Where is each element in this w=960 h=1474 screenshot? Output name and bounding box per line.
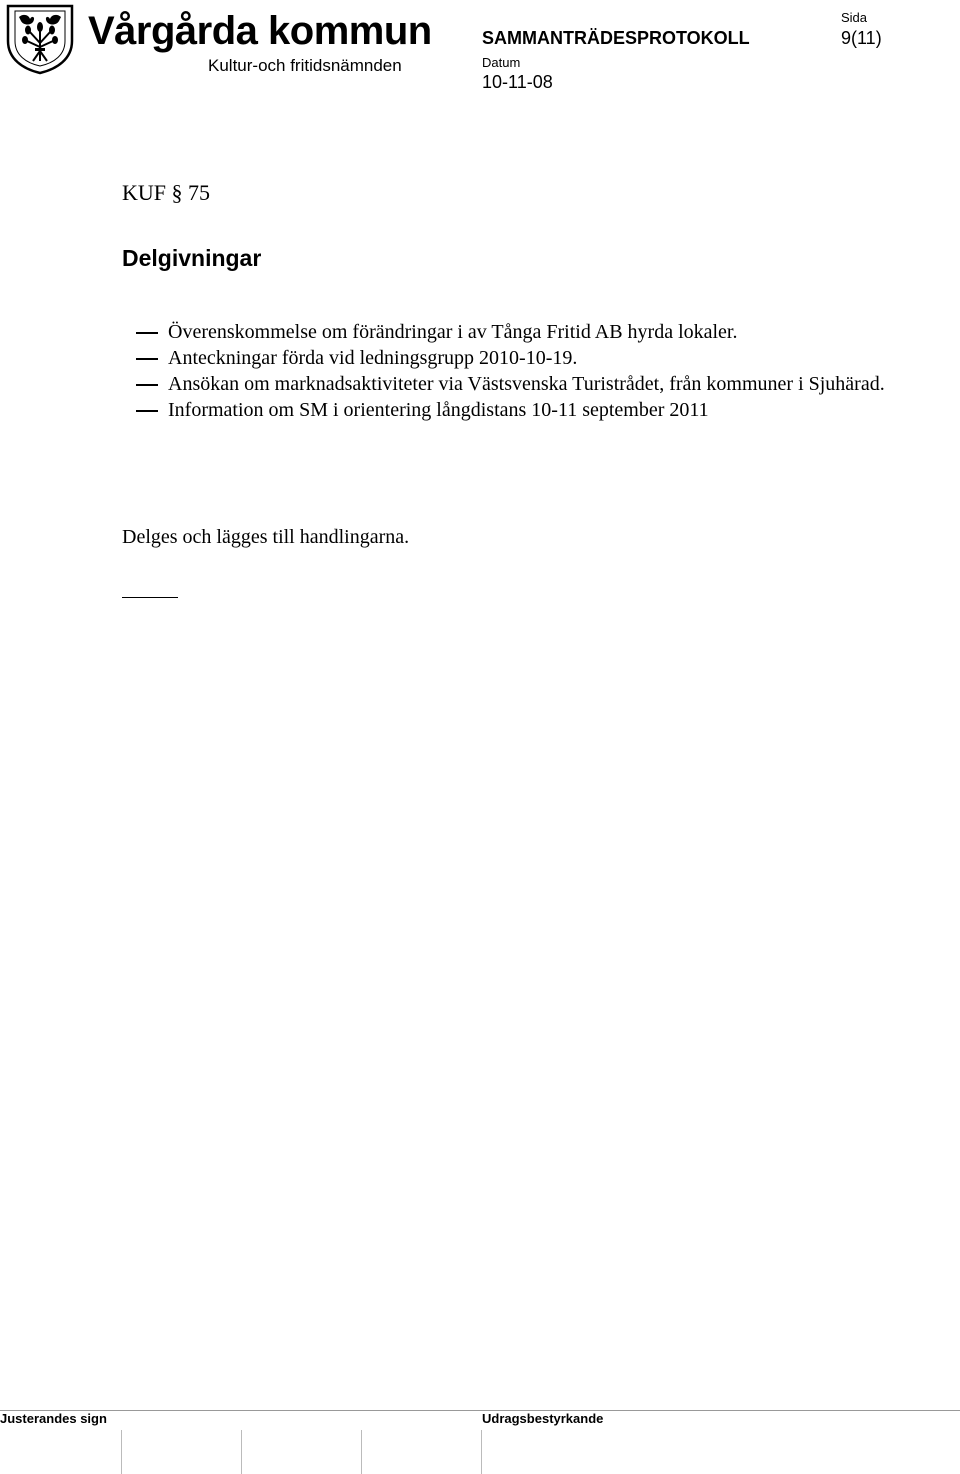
list-item	[122, 397, 922, 423]
section-end-divider	[122, 597, 178, 598]
signature-label: Justerandes sign	[0, 1411, 107, 1426]
coat-of-arms-icon	[5, 3, 75, 75]
list-item-text: Överenskommelse om förändringar i av Tånga Fritid AB hyrda lokaler.	[168, 321, 738, 343]
notification-list	[122, 319, 922, 423]
signature-box-divider	[121, 1430, 122, 1474]
document-type: SAMMANTRÄDESPROTOKOLL	[482, 28, 750, 48]
date-label: Datum	[482, 55, 521, 70]
date-value: 10-11-08	[482, 72, 553, 92]
organization-name: Vårgårda kommun	[88, 9, 432, 53]
dash-bullet-icon	[136, 332, 158, 334]
dash-bullet-icon	[136, 358, 158, 360]
footer-divider	[0, 1410, 960, 1411]
page-label: Sida	[841, 10, 868, 25]
department-name: Kultur-och fritidsnämnden	[208, 56, 402, 75]
dash-bullet-icon	[136, 410, 158, 412]
page-number: 9(11)	[841, 28, 882, 48]
list-item-text: Anteckningar förda vid ledningsgrupp 2010-10-19.	[168, 347, 578, 369]
decision-text: Delges och lägges till handlingarna.	[122, 526, 410, 548]
case-reference: KUF § 75	[122, 180, 211, 205]
certification-label: Udragsbestyrkande	[482, 1411, 604, 1426]
list-item-text: Information om SM i orientering långdistans 10-11 september 2011	[168, 399, 709, 421]
signature-box-divider	[481, 1430, 482, 1474]
list-item-text: Ansökan om marknadsaktiviteter via Västsvenska Turistrådet, från kommuner i Sjuhärad.	[168, 373, 885, 395]
list-item	[122, 319, 922, 345]
list-item	[122, 371, 922, 397]
list-item	[122, 345, 922, 371]
signature-box-divider	[361, 1430, 362, 1474]
page-title: Delgivningar	[122, 245, 262, 271]
dash-bullet-icon	[136, 384, 158, 386]
signature-box-divider	[241, 1430, 242, 1474]
